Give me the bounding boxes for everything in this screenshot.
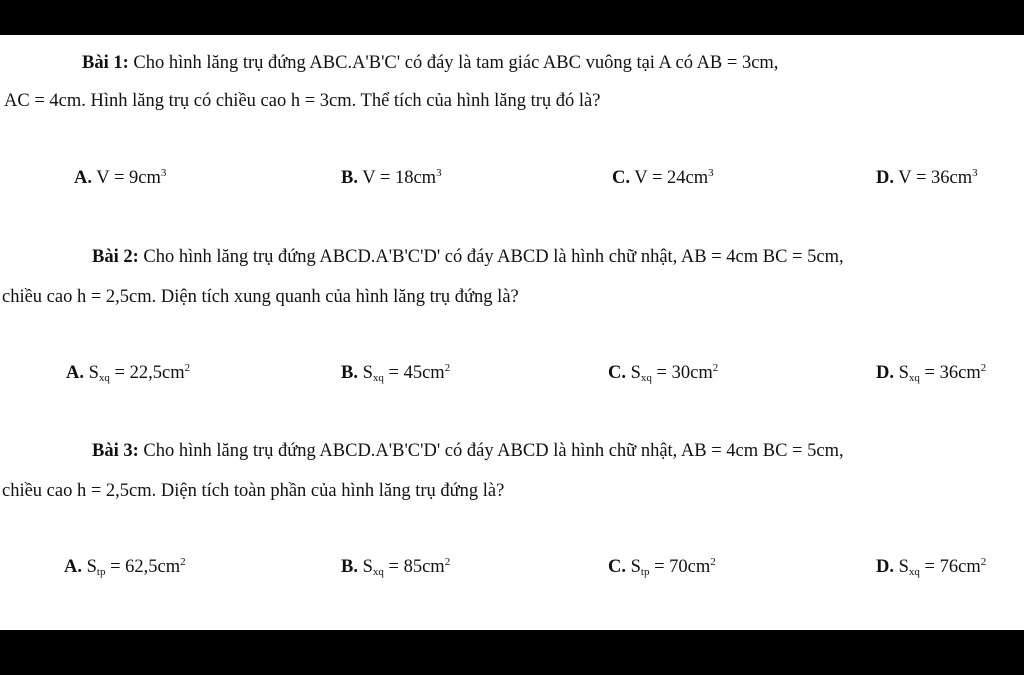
problem-3-line-2: chiều cao h = 2,5cm. Diện tích toàn phần của hình lăng trụ đứng là? [2, 481, 505, 501]
problem-1-line-1 [82, 51, 778, 75]
problem-1-text-1: Cho hình lăng trụ đứng ABC.A'B'C' có đáy là tam giác ABC vuông tại A có AB = 3cm, [128, 53, 779, 73]
top-black-bar [0, 0, 1024, 35]
problem-2-option-c[interactable]: C. $S_{xq} = 30cm^2$ [608, 362, 719, 384]
problem-1-line-2: AC = 4cm. Hình lăng trụ có chiều cao h = 3cm. Thể tích của hình lăng trụ đó là? [4, 91, 601, 111]
problem-2-line-2: chiều cao h = 2,5cm. Diện tích xung quanh của hình lăng trụ đứng là? [2, 287, 519, 307]
problem-2-option-d[interactable]: D. $S_{xq} = 36cm^2$ [876, 362, 987, 384]
bottom-black-bar [0, 630, 1024, 675]
problem-3-label: Bài 3: [92, 441, 139, 461]
problem-1-label: Bài 1: [82, 53, 129, 73]
problem-2-line-1 [92, 245, 844, 269]
worksheet-page [0, 35, 1024, 630]
problem-3-option-c[interactable]: C. $S_{tp} = 70cm^2$ [608, 556, 716, 578]
problem-3-text-1: Cho hình lăng trụ đứng ABCD.A'B'C'D' có đáy ABCD là hình chữ nhật, AB = 4cm BC = 5cm, [138, 441, 844, 461]
problem-1-option-b[interactable]: B. $V = 18cm^3$ [341, 167, 442, 188]
problem-2-option-b[interactable]: B. $S_{xq} = 45cm^2$ [341, 362, 451, 384]
problem-1-option-c[interactable]: C. $V = 24cm^3$ [612, 167, 714, 188]
problem-3-line-1 [92, 439, 844, 463]
problem-1-option-a[interactable]: A. $V = 9cm^3$ [74, 167, 167, 188]
problem-3-option-a[interactable]: A. $S_{tp} = 62,5cm^2$ [64, 556, 186, 578]
problem-1-option-d[interactable]: D. $V = 36cm^3$ [876, 167, 978, 188]
problem-3-option-d[interactable]: D. $S_{xq} = 76cm^2$ [876, 556, 987, 578]
problem-2-label: Bài 2: [92, 247, 139, 267]
problem-2-option-a[interactable]: A. $S_{xq} = 22,5cm^2$ [66, 362, 191, 384]
problem-2-text-1: Cho hình lăng trụ đứng ABCD.A'B'C'D' có đáy ABCD là hình chữ nhật, AB = 4cm BC = 5cm, [138, 247, 844, 267]
problem-3-option-b[interactable]: B. $S_{xq} = 85cm^2$ [341, 556, 451, 578]
